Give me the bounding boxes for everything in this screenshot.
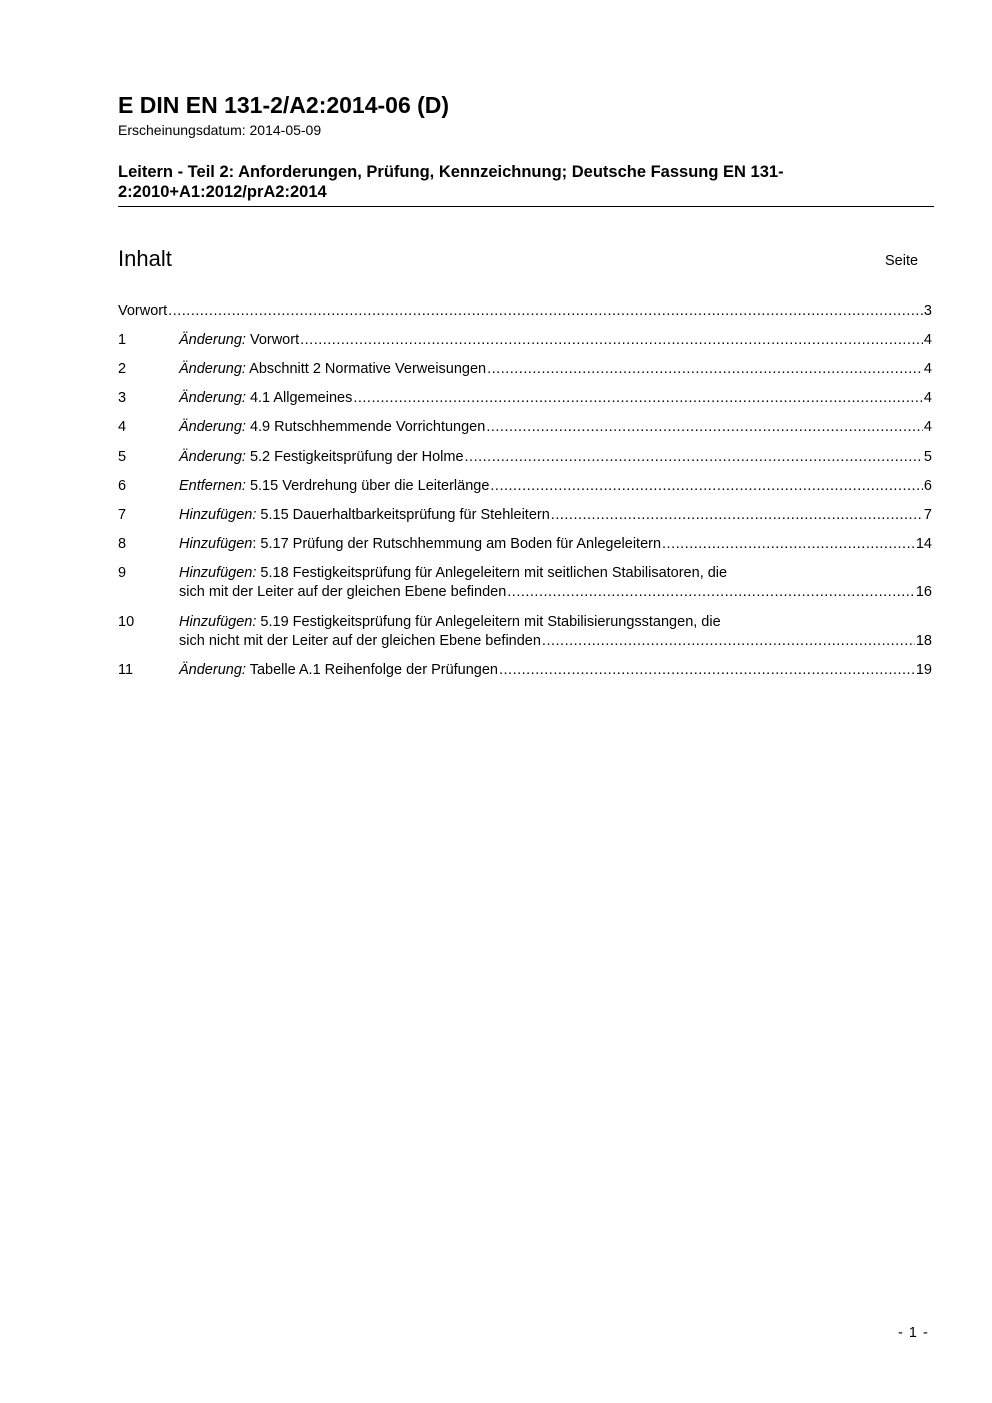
toc-entry-page: 19 <box>915 662 932 678</box>
toc-entry-text-continued: sich mit der Leiter auf der gleichen Ebene befinden <box>179 584 507 600</box>
toc-dot-leader <box>551 506 923 525</box>
toc-entry-text: Tabelle A.1 Reihenfolge der Prüfungen <box>245 662 498 678</box>
toc-entry-page: 14 <box>915 536 932 552</box>
toc-entry-number: 7 <box>118 507 127 523</box>
toc-entry-number: 3 <box>118 390 127 406</box>
toc-dot-leader <box>507 583 915 602</box>
toc-entry-text: : 5.17 Prüfung der Rutschhemmung am Boden für Anlegeleitern <box>252 536 662 552</box>
toc-entry-number: 8 <box>118 536 127 552</box>
toc-dot-leader <box>353 389 923 408</box>
toc-entry-action: Entfernen: <box>179 478 246 494</box>
toc-entry-action: Hinzufügen: <box>179 507 257 523</box>
toc-entry-text: 5.15 Dauerhaltbarkeitsprüfung für Stehleitern <box>256 507 550 523</box>
toc-entry-text: 5.2 Festigkeitsprüfung der Holme <box>245 449 464 465</box>
toc-entry-action: Änderung: <box>179 662 246 678</box>
toc-entry-action: Änderung: <box>179 449 246 465</box>
toc-dot-leader <box>465 448 923 467</box>
toc-entry-text: 4.9 Rutschhemmende Vorrichtungen <box>245 419 486 435</box>
toc-entry-text: 4.1 Allgemeines <box>245 390 353 406</box>
toc-dot-leader <box>487 360 923 379</box>
toc-entry-number: 5 <box>118 449 127 465</box>
toc-dot-leader <box>168 302 923 321</box>
toc-heading: Inhalt <box>118 246 172 271</box>
toc-page-column-heading: Seite <box>885 253 919 269</box>
toc-entry-page: 18 <box>915 633 932 649</box>
toc-entry-number: 6 <box>118 478 127 494</box>
toc-entry-number: 11 <box>118 662 134 678</box>
toc-entry-action: Hinzufügen: <box>179 565 257 581</box>
toc-entry-page: 4 <box>923 361 932 377</box>
toc-entry-text: Vorwort <box>118 303 168 319</box>
toc-dot-leader <box>300 331 923 350</box>
toc-entry-page: 6 <box>923 478 932 494</box>
toc-entry-text: Vorwort <box>245 332 300 348</box>
toc-entry-page: 16 <box>915 584 932 600</box>
toc-dot-leader <box>662 535 915 554</box>
document-title: E DIN EN 131-2/A2:2014-06 (D) <box>118 92 450 118</box>
toc-dot-leader <box>542 632 915 651</box>
toc-entry-text: 5.18 Festigkeitsprüfung für Anlegeleitern mit seitlichen Stabilisatoren, die <box>256 565 728 581</box>
toc-entry-number: 9 <box>118 565 127 581</box>
toc-dot-leader <box>486 418 923 437</box>
toc-entry-text: 5.15 Verdrehung über die Leiterlänge <box>245 478 490 494</box>
toc-entry-text-continued: sich nicht mit der Leiter auf der gleichen Ebene befinden <box>179 633 541 649</box>
toc-entry-action: Änderung: <box>179 332 246 348</box>
toc-entry-action: Hinzufügen <box>179 536 253 552</box>
toc-entry-number: 10 <box>118 614 135 630</box>
toc-entry-page: 3 <box>923 303 932 319</box>
toc-entry-number: 2 <box>118 361 127 377</box>
toc-entry-text: 5.19 Festigkeitsprüfung für Anlegeleitern mit Stabilisierungsstangen, die <box>256 614 721 630</box>
toc-entry-action: Hinzufügen: <box>179 614 257 630</box>
toc-entry-action: Änderung: <box>179 390 246 406</box>
toc-dot-leader <box>490 477 923 496</box>
toc-entry-text: Abschnitt 2 Normative Verweisungen <box>245 361 487 377</box>
toc-entry-action: Änderung: <box>179 361 246 377</box>
document-subtitle: Leitern - Teil 2: Anforderungen, Prüfung, Kennzeichnung; Deutsche Fassung EN 131-2:2010+A1:2012/prA2:2014 <box>118 163 784 201</box>
title-divider <box>118 206 934 207</box>
page-number: - 1 - <box>898 1325 929 1341</box>
toc-entry-page: 4 <box>923 332 932 348</box>
toc-entry-number: 4 <box>118 419 127 435</box>
toc-entry-page: 4 <box>923 390 932 406</box>
toc-entry-page: 5 <box>923 449 932 465</box>
toc-dot-leader <box>499 661 915 680</box>
toc-entry-action: Änderung: <box>179 419 246 435</box>
toc-entry-number: 1 <box>118 332 127 348</box>
toc-entry-page: 7 <box>923 507 932 523</box>
publication-date: Erscheinungsdatum: 2014-05-09 <box>118 122 322 138</box>
toc-entry-page: 4 <box>923 419 932 435</box>
